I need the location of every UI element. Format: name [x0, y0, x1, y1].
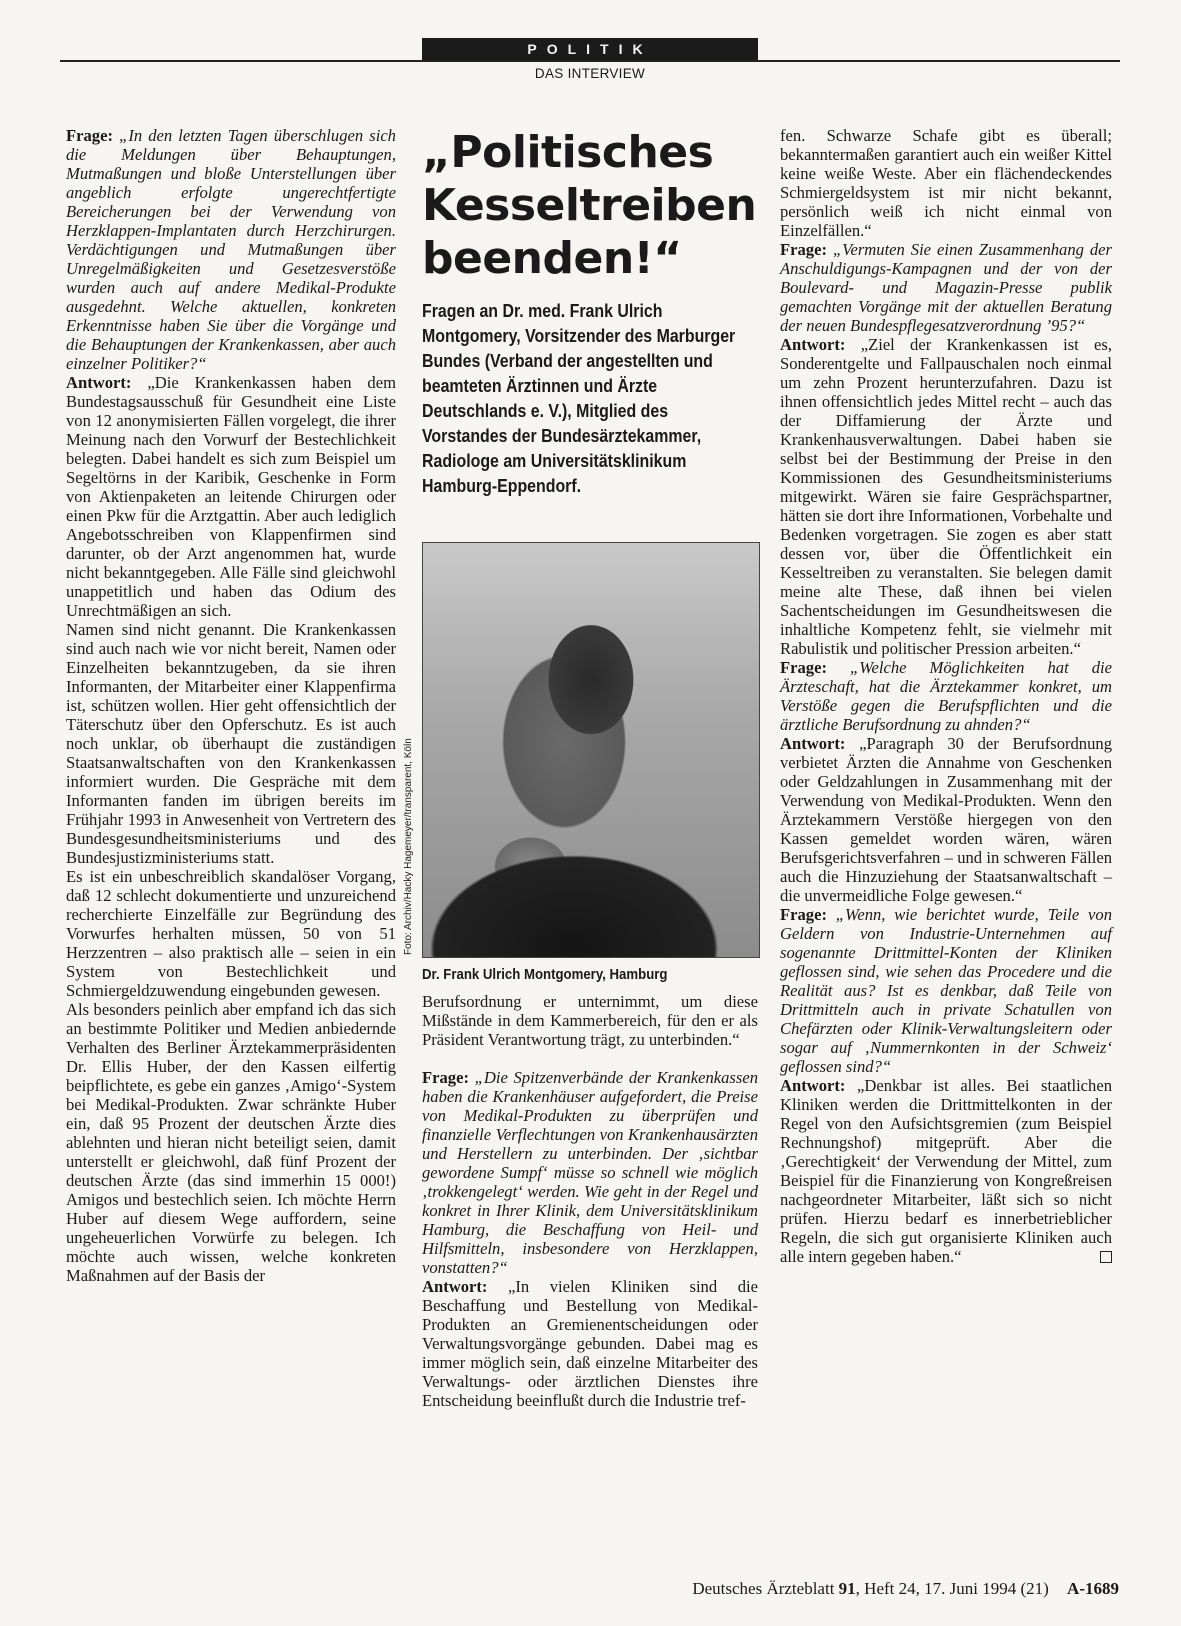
answer-text: „Die Krankenkassen haben dem Bundestagsausschuß für Gesundheit eine Liste von 12 anonymisierten Fällen vorgelegt, die ihrer Meinung nach den Vorwurf der Bestechlichkeit belegten. Dabei handelt es sich zum Beispiel um Segeltörns in der Karibik, Geschenke in Form von Aktienpaketen an leitende Chirurgen oder einen Pkw für die Arztgattin. Aber auch lediglich Angebotsschreiben von Klappenfirmen sind darunter, ob der Arzt angenommen hat, wurde nicht bekanntgegeben. Alle Fälle sind gleichwohl unappetitlich und haben das Odium des Unrechtmäßigen an sich.	[66, 373, 396, 620]
portrait-photo	[422, 542, 760, 958]
question-label: Frage:	[780, 905, 827, 924]
question-label: Frage:	[780, 240, 827, 259]
question-5	[780, 905, 1112, 1076]
question-text: „In den letzten Tagen überschlugen sich die Meldungen über Behauptungen, Mutmaßungen und bloße Unterstellungen über angeblich erfolgte ungerechtfertigte Bereicherungen bei der Verwendung von Herzklappen-Implantaten durch Herzchirurgen. Verdächtigungen und Mutmaßungen über Unregelmäßigkeiten und Gesetzesverstöße wurden auch auf andere Medikal-Produkte ausgedehnt. Welche aktuellen, konkreten Erkenntnisse haben Sie über die Vorgänge und die Behauptungen der Krankenkassen, aber auch einzelner Politiker?“	[66, 126, 396, 373]
headline: „Politisches Kesseltreiben beenden!“	[422, 127, 757, 284]
answer-3	[780, 335, 1112, 658]
answer-text: „Paragraph 30 der Berufsordnung verbietet Ärzten die Annahme von Geschenken oder Geldzahlungen in Zusammenhang mit der Verwendung von Medikal-Produkten. Wenn den Ärztekammern Verstöße hiergegen von den Kassen gemeldet worden wären, wären Berufsgerichtsverfahren – und in schweren Fällen auch die Hinzuziehung der Staatsanwaltschaft – die unvermeidliche Folge gewesen.“	[780, 734, 1112, 905]
answer-text: „Ziel der Krankenkassen ist es, Sonderentgelte und Fallpauschalen noch einmal um zehn Prozent herunterzufahren. Dazu ist ihnen offensichtlich jedes Mittel recht – auch das der Diffamierung der Ärzte und Krankenhausverwaltungen. Dabei haben sie selbst bei der Bestimmung der Preise in den Kommissionen des Gesundheitsministeriums mitgewirkt. Wären sie faire Gesprächspartner, hätten sie dort ihre Informationen, Vorbehalte und Bedenken vorgetragen. Sie zogen es aber statt dessen vor, über die Öffentlichkeit ein Kesseltreiben zu veranstalten. Sie belegen damit meine alte These, daß ihnen bei vielen Sachentscheidungen im Gesundheitswesen die inhaltliche Kompetenz fehlt, sie vielmehr mit Rabulistik und politischer Pression arbeiten.“	[780, 335, 1113, 658]
paragraph: Es ist ein unbeschreiblich skandalöser Vorgang, daß 12 schlecht dokumentierte und unzureichend recherchierte Einzelfälle zur Begründung des Vorwurfes herhalten müssen, 50 von 51 Herzzentren – also praktisch alle – seien in ein System von Bestechlichkeit und Schmiergeldzuwendung eingebunden gewesen.	[66, 867, 396, 1000]
journal-name: Deutsches Ärzteblatt	[692, 1579, 835, 1598]
question-2	[422, 1068, 758, 1277]
end-mark-icon	[1100, 1251, 1112, 1263]
answer-text: „Denkbar ist alles. Bei staatlichen Kliniken werden die Drittmittelkonten in der Regel von den Aufsichtsgremien (zum Beispiel Rechnungshof) mitgeprüft. Aber die ‚Gerechtigkeit‘ der Verwendung der Mittel, zum Beispiel für die Finanzierung von Kongreßreisen nachgeordneter Mitarbeiter, läßt sich so nicht prüfen. Hierzu bedarf es innerbetrieblicher Regeln, die sich gut organisierte Kliniken auch alle intern gegeben haben.“	[780, 1076, 1112, 1266]
subsection-label: DAS INTERVIEW	[534, 66, 646, 81]
answer-label: Antwort:	[422, 1277, 488, 1296]
answer-label: Antwort:	[780, 734, 846, 753]
section-banner: POLITIK	[422, 38, 758, 60]
question-text: „Welche Möglichkeiten hat die Ärzteschaft, hat die Ärztekammer konkret, um Verstöße gegen die Berufspflichten und die ärztliche Berufsordnung zu ahnden?“	[780, 658, 1112, 734]
question-label: Frage:	[66, 126, 113, 145]
answer-text: „In vielen Kliniken sind die Beschaffung und Bestellung von Medikal-Produkten an Gremienentscheidungen oder Verwaltungsvorgänge gebunden. Dabei mag es immer möglich sein, daß einzelne Mitarbeiter des Verwaltungs- oder ärztlichen Dienstes ihre Entscheidung beeinflußt durch die Industrie tref-	[422, 1277, 758, 1410]
volume-number: 91	[838, 1579, 856, 1598]
question-text: „Wenn, wie berichtet wurde, Teile von Geldern von Industrie-Unternehmen auf sogenannte Drittmittel-Konten der Kliniken geflossen sind, wie sehen das Procedere und die Realität aus? Ist es denkbar, daß Teile von Drittmitteln auch in private Schatullen von Chefärzten oder Klinik-Verwaltungsleitern oder sogar auf ‚Nummernkonten in der Schweiz‘ geflossen sind?“	[780, 905, 1113, 1076]
paragraph: Namen sind nicht genannt. Die Krankenkassen sind auch nach wie vor nicht bereit, Namen oder Einzelheiten bekanntzugeben, da sie ihren Informanten, der Mitarbeiter einer Klappenfirma ist, schützen wollen. Hier geht offensichtlich der Täterschutz über den Opferschutz. Es ist auch noch unklar, ob überhaupt die zuständigen Staatsanwaltschaften von den Krankenkassen informiert wurden. Die Gespräche mit dem Informanten fanden im übrigen bereits im Frühjahr 1993 in Anwesenheit von Vertretern des Bundesgesundheitsministeriums und des Bundesjustizministeriums statt.	[66, 620, 396, 867]
question-text: „Die Spitzenverbände der Krankenkassen haben die Krankenhäuser aufgefordert, die Preise von Medikal-Produkten zu überprüfen und finanzielle Verflechtungen von Krankenhausärzten und Herstellern zu unterbinden. Der ‚sichtbar gewordene Sumpf‘ müsse so schnell wie möglich ‚trokkengelegt‘ werden. Wie geht in der Regel und konkret in Ihrer Klinik, dem Universitätsklinikum Hamburg, die Beschaffung von Heil- und Hilfsmitteln, insbesondere von Herzklappen, vonstatten?“	[422, 1068, 758, 1277]
answer-1	[66, 373, 396, 620]
answer-5	[780, 1076, 1112, 1266]
answer-label: Antwort:	[780, 1076, 846, 1095]
question-label: Frage:	[780, 658, 827, 677]
column-left	[66, 126, 396, 1285]
standfirst: Fragen an Dr. med. Frank Ulrich Montgomery, Vorsitzender des Marburger Bundes (Verband der angestellten und beamteten Ärztinnen und Ärzte Deutschlands e. V.), Mitglied des Vorstandes der Bundesärztekammer, Radiologe am Universitätsklinikum Hamburg-Eppendorf.	[422, 300, 736, 496]
header-rule	[60, 60, 1120, 62]
photo-credit: Foto: Archiv/Hacky Hagemeyer/transparent, Köln	[403, 738, 414, 955]
paragraph: Berufsordnung er unternimmt, um diese Mißstände in dem Kammerbereich, für den er als Präsident Verantwortung trägt, zu unterbinden.“	[422, 992, 758, 1049]
question-1	[66, 126, 396, 373]
question-label: Frage:	[422, 1068, 469, 1087]
answer-2	[422, 1277, 758, 1410]
column-right	[780, 126, 1112, 1266]
issue-date: , Heft 24, 17. Juni 1994 (21)	[855, 1579, 1049, 1598]
page-footer	[692, 1579, 1119, 1599]
column-middle	[422, 992, 758, 1410]
photo-caption: Dr. Frank Ulrich Montgomery, Hamburg	[422, 966, 668, 983]
paragraph: Als besonders peinlich aber empfand ich das sich an bestimmte Politiker und Medien anbiedernde Verhalten des Berliner Ärztekammerpräsidenten Dr. Ellis Huber, der den Kassen eilfertig beipflichtete, es gebe ein ganzes ‚Amigo‘-System bei Medikal-Produkten. Zwar schränkte Huber ein, daß 95 Prozent der deutschen Ärzte dies ablehnten und hieran nicht beteiligt seien, damit unterstellt er gleichwohl, daß fünf Prozent der deutschen Ärzte (das sind immerhin 15 000!) Amigos und bestechlich seien. Ich möchte Herrn Huber auf diesem Wege auffordern, seine ungeheuerlichen Vorwürfe zu belegen. Ich möchte auch wissen, welche konkreten Maßnahmen auf der Basis der	[66, 1000, 396, 1285]
page-number: A-1689	[1067, 1579, 1119, 1598]
question-4	[780, 658, 1112, 734]
answer-label: Antwort:	[780, 335, 846, 354]
question-3	[780, 240, 1112, 335]
question-text: „Vermuten Sie einen Zusammenhang der Anschuldigungs-Kampagnen und der von der Boulevard- und Magazin-Presse publik gemachten Vorgänge mit der aktuellen Beratung der neuen Bundespflegesatzverordnung ’95?“	[780, 240, 1112, 335]
paragraph: fen. Schwarze Schafe gibt es überall; bekanntermaßen garantiert auch ein weißer Kittel keine weiße Weste. Aber ein flächendeckendes Schmiergeldsystem ist mir nicht bekannt, persönlich weiß ich nicht einmal von Einzelfällen.“	[780, 126, 1112, 240]
answer-label: Antwort:	[66, 373, 132, 392]
answer-4	[780, 734, 1112, 905]
